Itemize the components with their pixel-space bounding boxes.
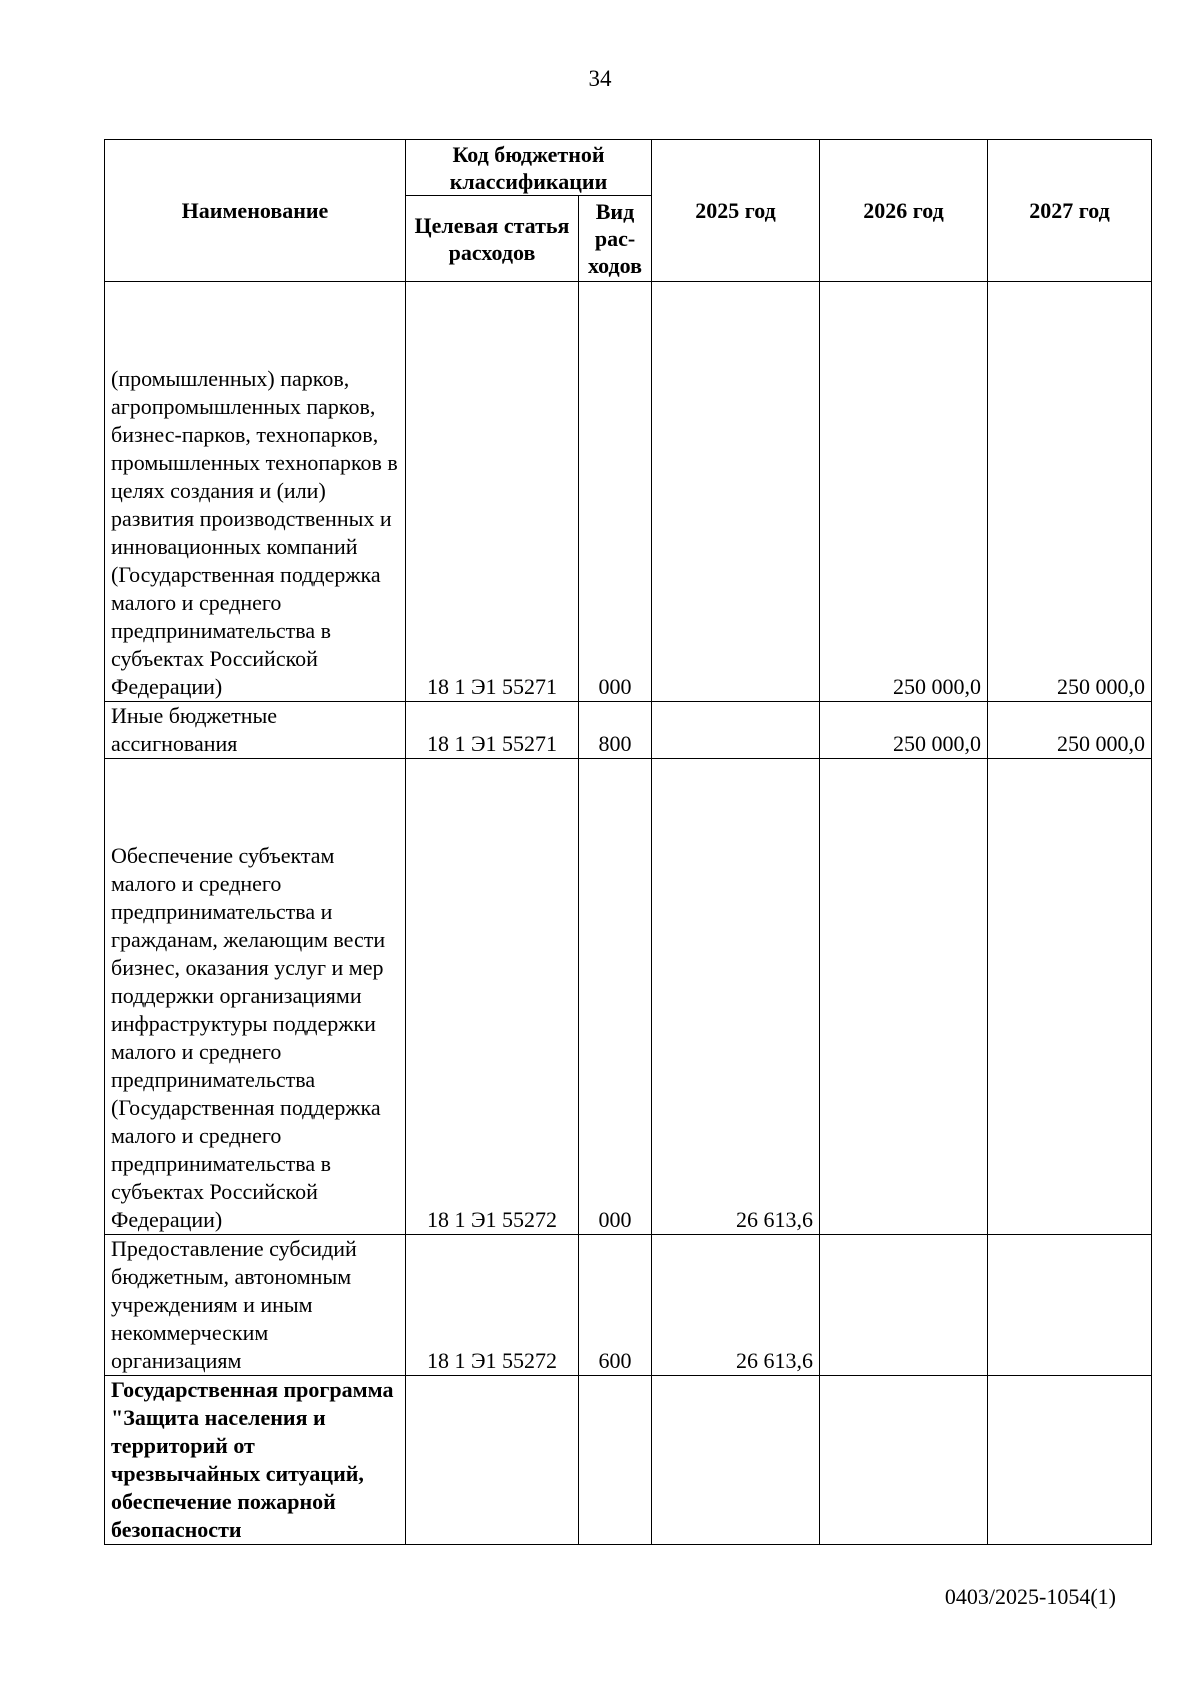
row-value-2025: 26 613,6: [652, 759, 820, 1235]
budget-table: [104, 139, 1152, 1545]
table-row: [105, 1376, 1152, 1545]
row-target-article: 18 1 Э1 55271: [406, 282, 579, 702]
row-value-2026: 250 000,0: [820, 702, 988, 759]
row-target-article: [406, 1376, 579, 1545]
table-header: [105, 140, 1152, 282]
row-value-2025: 26 613,6: [652, 1235, 820, 1376]
row-value-2027: [988, 1376, 1152, 1545]
row-value-2025: [652, 702, 820, 759]
header-target-article: Целевая статья расходов: [406, 196, 579, 282]
row-name: Государственная программа "Защита населения и территорий от чрезвычайных ситуаций, обеспечение пожарной безопасности: [105, 1376, 406, 1545]
row-value-2025: [652, 282, 820, 702]
row-name: (промышленных) парков, агропромышленных парков, бизнес-парков, технопарков, промышленных технопарков в целях создания и (или) развития производственных и инновационных компаний (Государственная поддержка малого и среднего предпринимательства в субъектах Российской Федерации): [105, 282, 406, 702]
row-value-2026: [820, 1376, 988, 1545]
header-2027: 2027 год: [988, 140, 1152, 282]
table-row: [105, 282, 1152, 702]
row-value-2026: 250 000,0: [820, 282, 988, 702]
header-code-group: Код бюджетной классификации: [406, 140, 652, 196]
header-2026: 2026 год: [820, 140, 988, 282]
row-value-2025: [652, 1376, 820, 1545]
header-name: Наименование: [105, 140, 406, 282]
row-target-article: 18 1 Э1 55272: [406, 759, 579, 1235]
row-name: Предоставление субсидий бюджетным, автономным учреждениям и иным некоммерческим организациям: [105, 1235, 406, 1376]
row-expense-type: [579, 1376, 652, 1545]
table-row: [105, 702, 1152, 759]
row-expense-type: 000: [579, 759, 652, 1235]
header-expense-type: Вид рас-ходов: [579, 196, 652, 282]
row-target-article: 18 1 Э1 55272: [406, 1235, 579, 1376]
row-name: Иные бюджетные ассигнования: [105, 702, 406, 759]
document-code: 0403/2025-1054(1): [944, 1584, 1116, 1609]
table-row: [105, 759, 1152, 1235]
row-target-article: 18 1 Э1 55271: [406, 702, 579, 759]
row-value-2026: [820, 759, 988, 1235]
table-row: [105, 1235, 1152, 1376]
row-value-2027: [988, 1235, 1152, 1376]
row-expense-type: 000: [579, 282, 652, 702]
row-value-2027: 250 000,0: [988, 702, 1152, 759]
row-name: Обеспечение субъектам малого и среднего предпринимательства и гражданам, желающим вести бизнес, оказания услуг и мер поддержки организациями инфраструктуры поддержки малого и среднего предпринимательства (Государственная поддержка малого и среднего предпринимательства в субъектах Российской Федерации): [105, 759, 406, 1235]
row-expense-type: 800: [579, 702, 652, 759]
header-2025: 2025 год: [652, 140, 820, 282]
page-number: 34: [588, 66, 612, 91]
row-value-2027: [988, 759, 1152, 1235]
row-value-2026: [820, 1235, 988, 1376]
table-body: [105, 282, 1152, 1545]
row-value-2027: 250 000,0: [988, 282, 1152, 702]
row-expense-type: 600: [579, 1235, 652, 1376]
